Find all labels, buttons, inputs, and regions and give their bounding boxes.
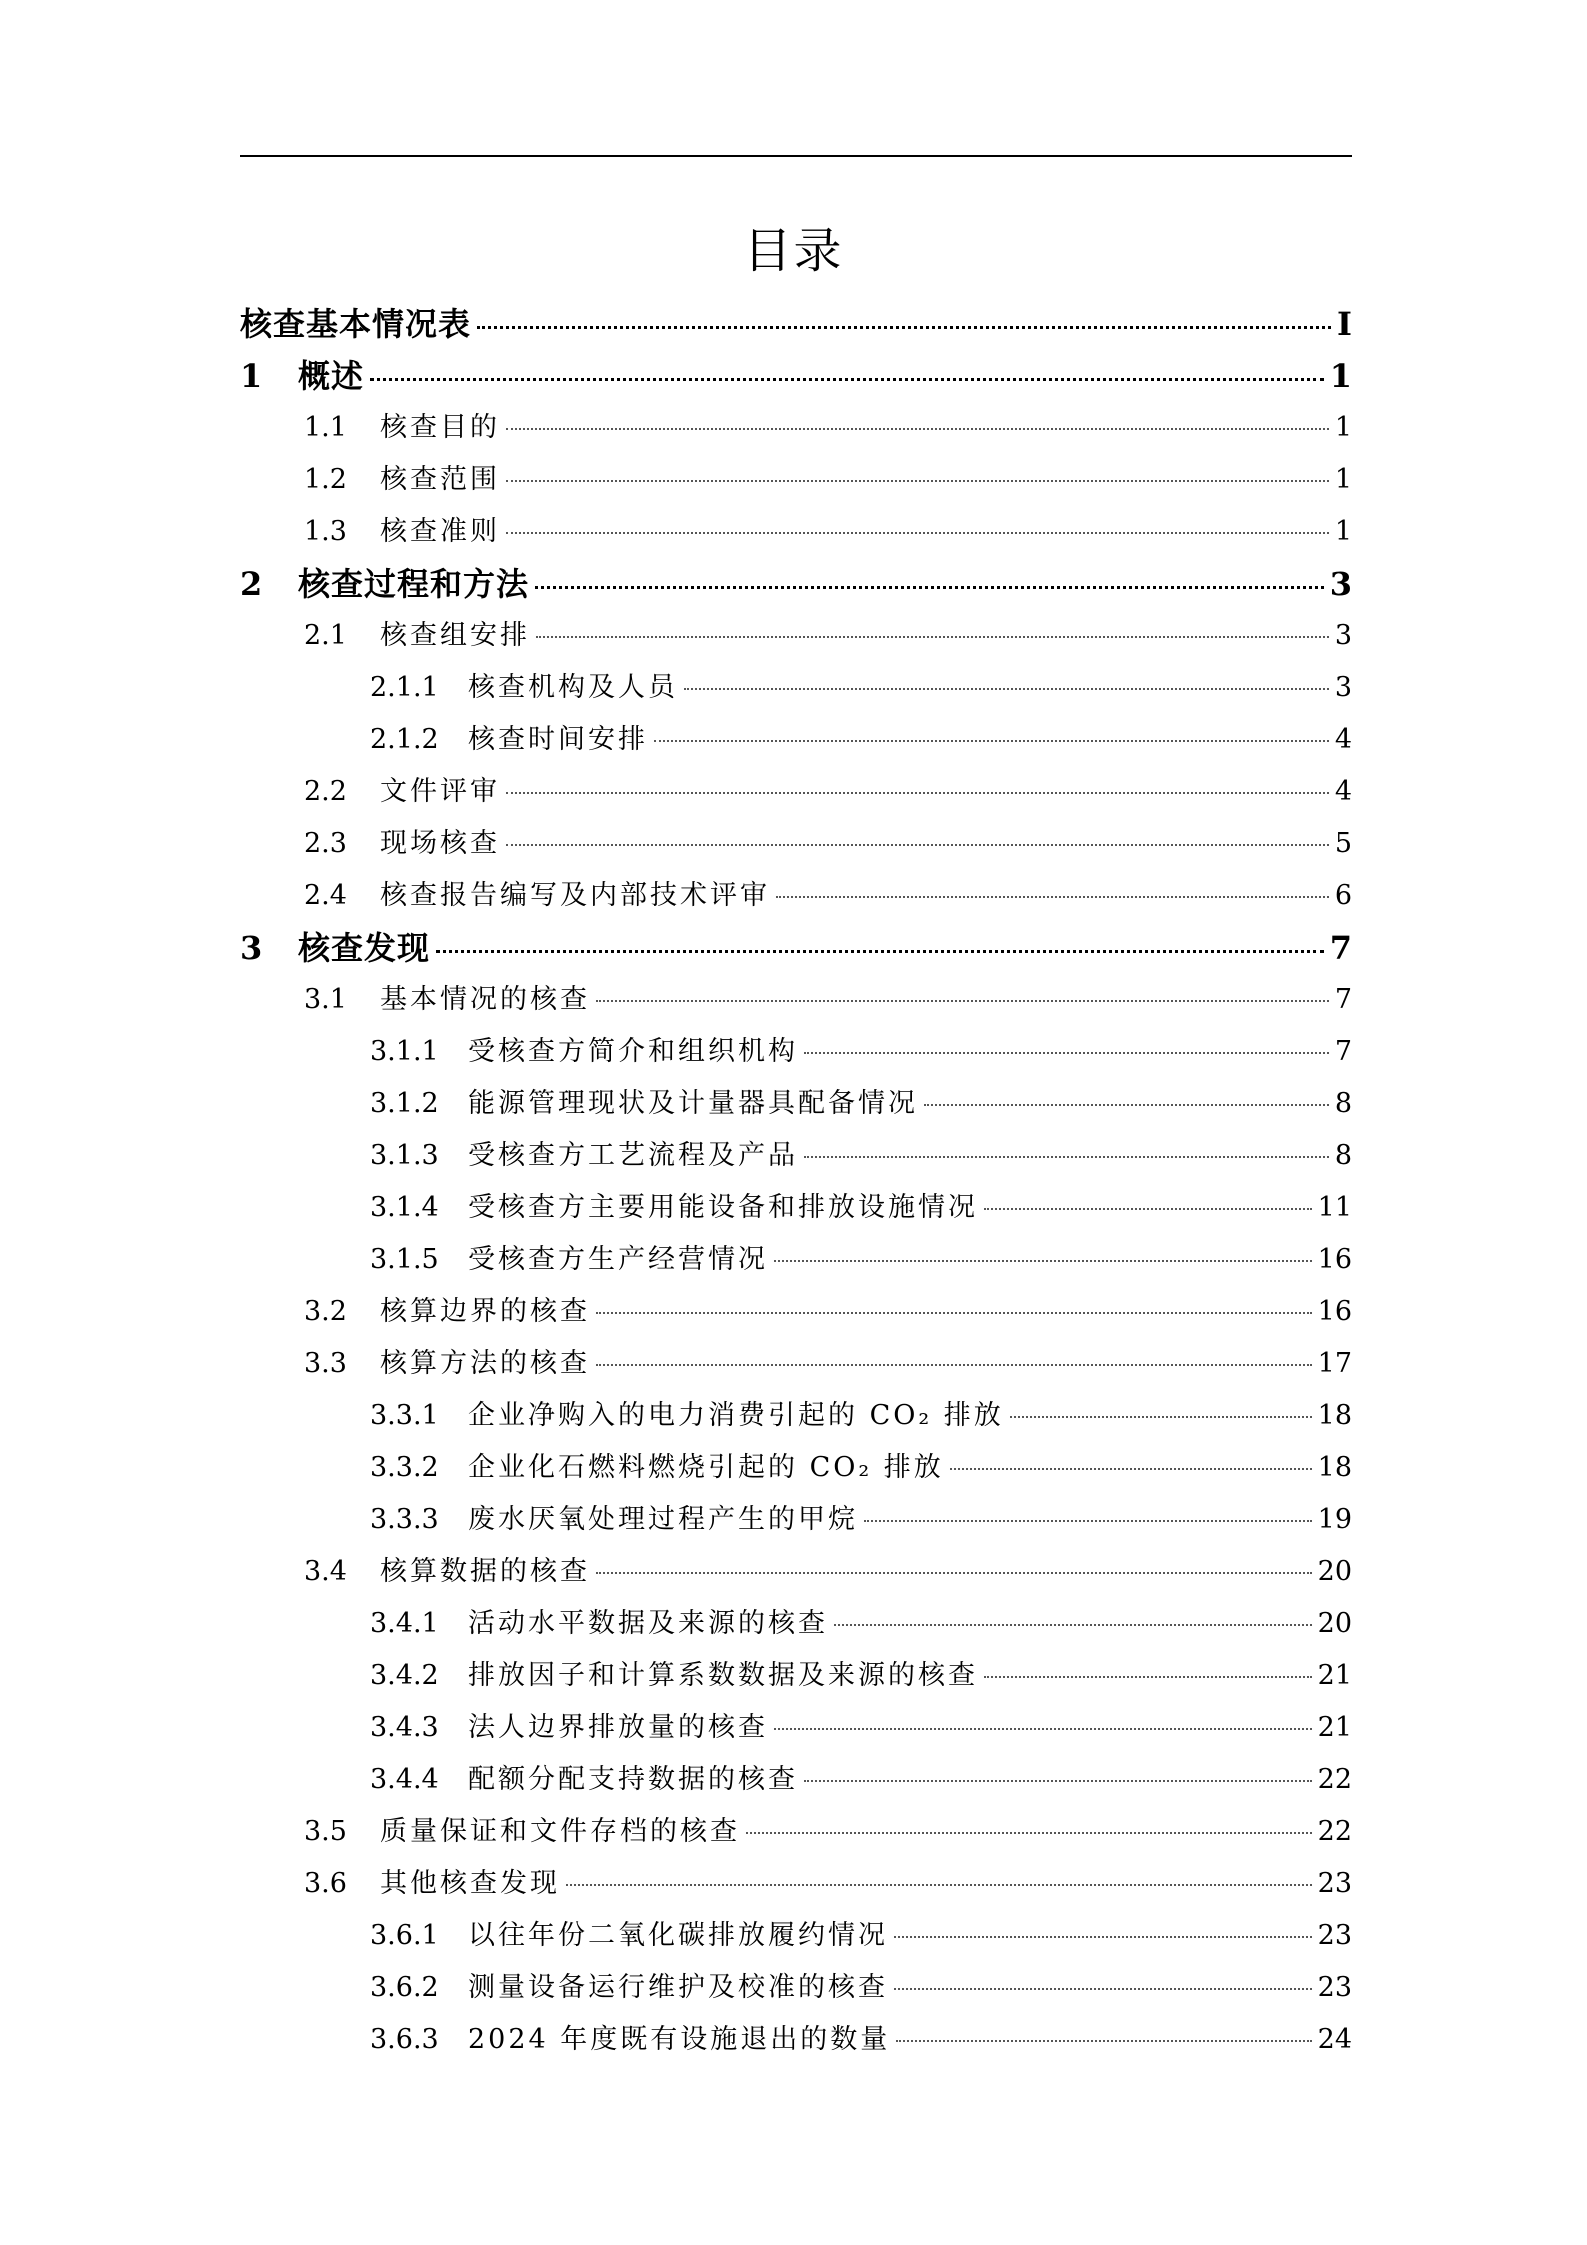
toc-entry-number: 3.4: [304, 1556, 347, 1587]
toc-entry-page: 1: [1334, 464, 1352, 495]
toc-dot-leader: [804, 1780, 1312, 1782]
toc-entry-title: 能源管理现状及计量器具配备情况: [468, 1088, 918, 1119]
toc-entry[interactable]: [240, 1182, 1352, 1234]
toc-dot-leader: [804, 1156, 1329, 1158]
toc-dot-leader: [984, 1676, 1312, 1678]
toc-dot-leader: [477, 326, 1331, 329]
toc-dot-leader: [654, 740, 1329, 742]
toc-entry-title: 核查时间安排: [468, 724, 648, 755]
toc-entry[interactable]: [240, 1858, 1352, 1910]
table-of-contents: [240, 298, 1352, 2066]
toc-entry-page: 21: [1317, 1712, 1352, 1743]
toc-entry[interactable]: [240, 350, 1352, 402]
toc-dot-leader: [864, 1520, 1312, 1522]
toc-entry-title: 其他核查发现: [380, 1868, 560, 1899]
toc-entry-number: 3.3.3: [370, 1504, 439, 1535]
toc-entry-number: 3: [240, 929, 263, 967]
toc-entry-page: 23: [1317, 1972, 1352, 2003]
toc-entry-number: 2.3: [304, 828, 347, 859]
toc-dot-leader: [506, 844, 1329, 846]
toc-entry-page: 18: [1317, 1452, 1352, 1483]
toc-dot-leader: [506, 532, 1329, 534]
toc-entry[interactable]: [240, 506, 1352, 558]
toc-entry-title: 2024 年度既有设施退出的数量: [468, 2024, 891, 2055]
toc-entry-page: 7: [1334, 984, 1352, 1015]
toc-dot-leader: [894, 1988, 1312, 1990]
toc-entry-title: 受核查方生产经营情况: [468, 1244, 768, 1275]
toc-entry-page: 4: [1334, 776, 1352, 807]
toc-entry-number: 1.2: [304, 464, 347, 495]
toc-entry-page: 3: [1334, 672, 1352, 703]
toc-entry[interactable]: [240, 1494, 1352, 1546]
toc-entry[interactable]: [240, 1234, 1352, 1286]
toc-dot-leader: [924, 1104, 1329, 1106]
toc-entry-title: 受核查方工艺流程及产品: [468, 1140, 798, 1171]
toc-entry[interactable]: [240, 1702, 1352, 1754]
toc-dot-leader: [950, 1468, 1312, 1470]
toc-entry-number: 3.1.4: [370, 1192, 439, 1223]
toc-entry[interactable]: [240, 2014, 1352, 2066]
toc-dot-leader: [746, 1832, 1312, 1834]
toc-entry-number: 2.1.2: [370, 724, 439, 755]
toc-entry-number: 3.4.3: [370, 1712, 439, 1743]
toc-entry[interactable]: [240, 714, 1352, 766]
toc-entry[interactable]: [240, 402, 1352, 454]
toc-title: 目录: [743, 223, 844, 279]
toc-entry-page: 19: [1317, 1504, 1352, 1535]
toc-entry[interactable]: [240, 298, 1352, 350]
toc-entry[interactable]: [240, 766, 1352, 818]
toc-entry[interactable]: [240, 454, 1352, 506]
toc-entry-title: 排放因子和计算系数数据及来源的核查: [468, 1660, 978, 1691]
toc-entry-page: 23: [1317, 1868, 1352, 1899]
toc-entry-number: 3.1.5: [370, 1244, 439, 1275]
toc-entry-page: 16: [1317, 1296, 1352, 1327]
toc-entry-number: 2.4: [304, 880, 347, 911]
toc-entry[interactable]: [240, 1442, 1352, 1494]
toc-entry-number: 3.1: [304, 984, 347, 1015]
toc-entry[interactable]: [240, 1026, 1352, 1078]
toc-entry-title: 核查机构及人员: [468, 672, 678, 703]
toc-entry[interactable]: [240, 922, 1352, 974]
toc-entry-page: 5: [1334, 828, 1352, 859]
toc-dot-leader: [596, 1572, 1312, 1574]
toc-entry[interactable]: [240, 1598, 1352, 1650]
toc-entry-page: 20: [1317, 1608, 1352, 1639]
toc-entry-title: 核查目的: [380, 412, 500, 443]
toc-dot-leader: [684, 688, 1329, 690]
toc-entry-page: I: [1337, 305, 1352, 343]
toc-entry[interactable]: [240, 1754, 1352, 1806]
toc-entry-number: 2.1.1: [370, 672, 439, 703]
toc-entry-page: 18: [1317, 1400, 1352, 1431]
toc-entry-page: 6: [1334, 880, 1352, 911]
toc-entry-title: 核查基本情况表: [240, 305, 472, 343]
toc-dot-leader: [506, 792, 1329, 794]
toc-entry-page: 20: [1317, 1556, 1352, 1587]
toc-dot-leader: [804, 1052, 1329, 1054]
toc-entry-number: 1: [240, 357, 263, 395]
toc-entry-page: 22: [1317, 1816, 1352, 1847]
toc-entry-title: 核查过程和方法: [298, 565, 530, 603]
toc-entry-number: 3.5: [304, 1816, 347, 1847]
toc-entry-page: 16: [1317, 1244, 1352, 1275]
toc-entry-page: 7: [1329, 929, 1352, 967]
toc-dot-leader: [774, 1728, 1312, 1730]
toc-entry-title: 核查范围: [380, 464, 500, 495]
toc-entry[interactable]: [240, 1390, 1352, 1442]
toc-entry-title: 配额分配支持数据的核查: [468, 1764, 798, 1795]
toc-entry-title: 核查准则: [380, 516, 500, 547]
toc-dot-leader: [774, 1260, 1312, 1262]
toc-entry-number: 3.4.1: [370, 1608, 439, 1639]
toc-entry[interactable]: [240, 1078, 1352, 1130]
toc-entry-page: 1: [1329, 357, 1352, 395]
toc-dot-leader: [596, 1000, 1329, 1002]
toc-dot-leader: [1010, 1416, 1312, 1418]
toc-dot-leader: [566, 1884, 1312, 1886]
toc-entry-number: 2: [240, 565, 263, 603]
toc-dot-leader: [506, 480, 1329, 482]
toc-dot-leader: [834, 1624, 1312, 1626]
toc-entry-number: 2.1: [304, 620, 347, 651]
toc-entry[interactable]: [240, 1338, 1352, 1390]
toc-entry[interactable]: [240, 870, 1352, 922]
toc-entry[interactable]: [240, 610, 1352, 662]
toc-entry-number: 3.4.4: [370, 1764, 439, 1795]
toc-entry-page: 3: [1334, 620, 1352, 651]
toc-entry[interactable]: [240, 558, 1352, 610]
toc-entry-page: 1: [1334, 412, 1352, 443]
toc-entry-title: 受核查方主要用能设备和排放设施情况: [468, 1192, 978, 1223]
header-rule: [240, 155, 1352, 157]
toc-entry[interactable]: [240, 662, 1352, 714]
toc-entry[interactable]: [240, 1130, 1352, 1182]
toc-entry[interactable]: [240, 1910, 1352, 1962]
toc-entry-page: 1: [1334, 516, 1352, 547]
toc-entry-title: 活动水平数据及来源的核查: [468, 1608, 828, 1639]
toc-entry-number: 3.6: [304, 1868, 347, 1899]
toc-entry-title: 核查发现: [298, 929, 431, 967]
toc-entry-title: 企业净购入的电力消费引起的 CO₂ 排放: [468, 1400, 1004, 1431]
toc-entry-number: 3.1.1: [370, 1036, 439, 1067]
toc-dot-leader: [596, 1312, 1312, 1314]
toc-entry-page: 8: [1334, 1140, 1352, 1171]
toc-entry-page: 24: [1317, 2024, 1352, 2055]
toc-dot-leader: [776, 896, 1329, 898]
toc-entry-page: 11: [1317, 1192, 1352, 1223]
toc-entry-page: 21: [1317, 1660, 1352, 1691]
toc-dot-leader: [436, 950, 1324, 953]
toc-entry[interactable]: [240, 1286, 1352, 1338]
toc-entry-number: 3.6.2: [370, 1972, 439, 2003]
toc-entry[interactable]: [240, 1650, 1352, 1702]
toc-entry-page: 17: [1317, 1348, 1352, 1379]
toc-entry-number: 1.3: [304, 516, 347, 547]
toc-dot-leader: [535, 586, 1324, 589]
toc-entry[interactable]: [240, 1546, 1352, 1598]
toc-entry-number: 3.6.3: [370, 2024, 439, 2055]
toc-entry-number: 2.2: [304, 776, 347, 807]
toc-entry-page: 8: [1334, 1088, 1352, 1119]
toc-entry-page: 4: [1334, 724, 1352, 755]
toc-entry-title: 文件评审: [380, 776, 500, 807]
toc-entry-title: 核算边界的核查: [380, 1296, 590, 1327]
toc-entry-page: 22: [1317, 1764, 1352, 1795]
toc-entry[interactable]: [240, 1806, 1352, 1858]
toc-entry-title: 法人边界排放量的核查: [468, 1712, 768, 1743]
toc-entry-page: 3: [1329, 565, 1352, 603]
toc-entry-title: 以往年份二氧化碳排放履约情况: [468, 1920, 888, 1951]
toc-entry-page: 7: [1334, 1036, 1352, 1067]
toc-dot-leader: [596, 1364, 1312, 1366]
toc-entry-title: 核查组安排: [380, 620, 530, 651]
toc-entry-title: 基本情况的核查: [380, 984, 590, 1015]
toc-dot-leader: [894, 1936, 1312, 1938]
toc-entry-title: 核算数据的核查: [380, 1556, 590, 1587]
toc-entry[interactable]: [240, 1962, 1352, 2014]
toc-entry-title: 核算方法的核查: [380, 1348, 590, 1379]
toc-dot-leader: [984, 1208, 1312, 1210]
toc-entry-number: 3.3: [304, 1348, 347, 1379]
toc-entry-title: 概述: [298, 357, 365, 395]
toc-dot-leader: [536, 636, 1329, 638]
toc-entry-number: 3.3.2: [370, 1452, 439, 1483]
toc-entry-page: 23: [1317, 1920, 1352, 1951]
toc-entry[interactable]: [240, 818, 1352, 870]
toc-entry-title: 核查报告编写及内部技术评审: [380, 880, 770, 911]
toc-entry-title: 企业化石燃料燃烧引起的 CO₂ 排放: [468, 1452, 944, 1483]
toc-entry-number: 3.3.1: [370, 1400, 439, 1431]
toc-entry-number: 3.1.2: [370, 1088, 439, 1119]
toc-dot-leader: [896, 2040, 1311, 2042]
toc-entry-number: 1.1: [304, 412, 347, 443]
toc-entry[interactable]: [240, 974, 1352, 1026]
toc-entry-number: 3.1.3: [370, 1140, 439, 1171]
toc-entry-number: 3.4.2: [370, 1660, 439, 1691]
toc-entry-number: 3.2: [304, 1296, 347, 1327]
toc-entry-title: 测量设备运行维护及校准的核查: [468, 1972, 888, 2003]
toc-entry-title: 质量保证和文件存档的核查: [380, 1816, 740, 1847]
toc-dot-leader: [506, 428, 1329, 430]
toc-dot-leader: [370, 378, 1324, 381]
toc-entry-title: 现场核查: [380, 828, 500, 859]
toc-entry-title: 受核查方简介和组织机构: [468, 1036, 798, 1067]
toc-entry-number: 3.6.1: [370, 1920, 439, 1951]
toc-entry-title: 废水厌氧处理过程产生的甲烷: [468, 1504, 858, 1535]
